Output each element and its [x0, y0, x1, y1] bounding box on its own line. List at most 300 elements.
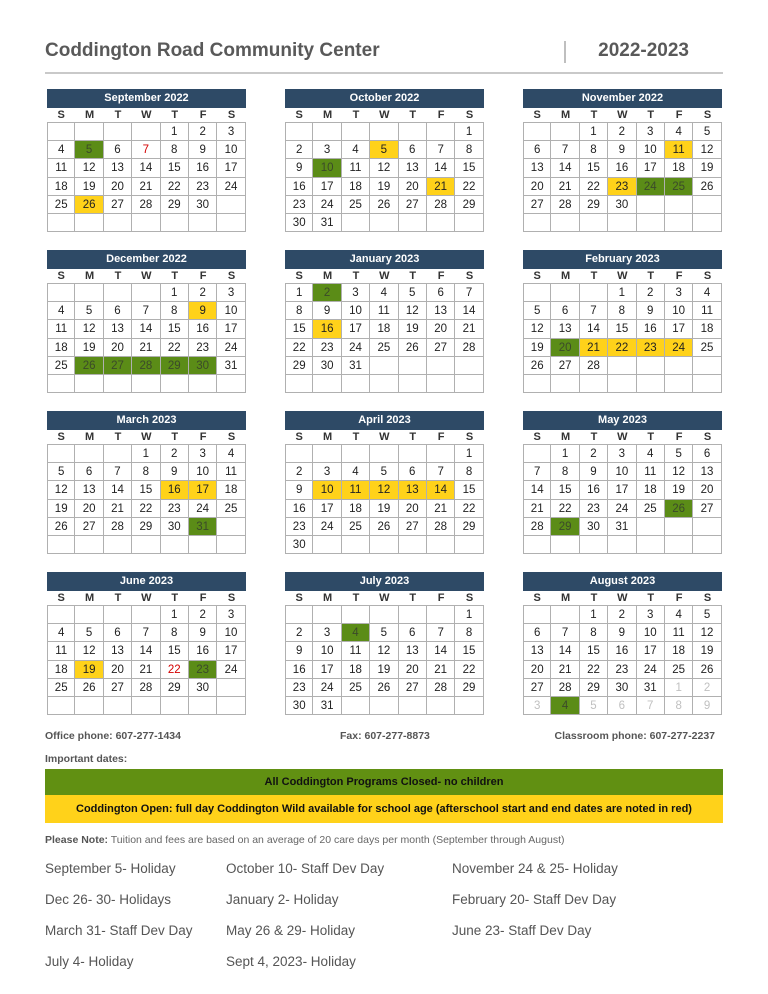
- day-cell: 21: [104, 500, 132, 518]
- day-cell: 8: [161, 141, 189, 159]
- day-cell: [342, 536, 370, 554]
- month-days: [47, 591, 246, 715]
- day-cell: 30: [608, 679, 636, 697]
- day-cell: 9: [608, 141, 636, 159]
- weekday-label: S: [693, 108, 721, 123]
- day-cell: 21: [580, 339, 608, 357]
- month-title: March 2023: [47, 411, 246, 430]
- day-cell: 14: [523, 481, 551, 499]
- day-cell: [161, 375, 189, 393]
- day-cell: 14: [132, 159, 160, 177]
- day-cell: 25: [370, 339, 398, 357]
- day-cell: [455, 536, 483, 554]
- day-cell: 3: [313, 141, 341, 159]
- weekday-label: W: [132, 591, 160, 606]
- day-cell: 8: [455, 141, 483, 159]
- day-cell: 8: [665, 697, 693, 715]
- day-cell: 26: [75, 679, 103, 697]
- day-cell: [399, 536, 427, 554]
- day-cell: 5: [665, 445, 693, 463]
- day-cell: 12: [75, 320, 103, 338]
- day-cell: 10: [217, 141, 245, 159]
- day-cell: 20: [551, 339, 579, 357]
- day-cell: 2: [189, 284, 217, 302]
- day-cell: [132, 697, 160, 715]
- weekday-label: T: [637, 269, 665, 284]
- day-cell: 29: [285, 357, 313, 375]
- day-cell: 27: [523, 196, 551, 214]
- day-cell: [693, 536, 721, 554]
- day-cell: 25: [47, 357, 75, 375]
- day-cell: 23: [285, 679, 313, 697]
- weekday-label: M: [551, 430, 579, 445]
- day-cell: 16: [637, 320, 665, 338]
- day-cell: [551, 606, 579, 624]
- day-cell: 11: [665, 624, 693, 642]
- weekday-label: S: [523, 430, 551, 445]
- day-cell: [161, 697, 189, 715]
- day-cell: 27: [399, 196, 427, 214]
- day-cell: 13: [427, 302, 455, 320]
- day-cell: 18: [342, 661, 370, 679]
- day-cell: 7: [132, 302, 160, 320]
- day-cell: 19: [523, 339, 551, 357]
- day-cell: 16: [285, 500, 313, 518]
- day-cell: 17: [217, 642, 245, 660]
- day-cell: [455, 214, 483, 232]
- weekday-label: S: [47, 591, 75, 606]
- day-cell: 3: [637, 123, 665, 141]
- day-cell: 14: [132, 642, 160, 660]
- day-cell: 30: [285, 536, 313, 554]
- day-cell: 25: [342, 196, 370, 214]
- day-cell: 18: [342, 178, 370, 196]
- day-cell: 22: [455, 500, 483, 518]
- day-cell: 4: [665, 123, 693, 141]
- month-calendar: [47, 89, 246, 232]
- day-cell: 10: [637, 624, 665, 642]
- day-cell: 14: [551, 642, 579, 660]
- day-cell: 31: [313, 214, 341, 232]
- day-cell: [132, 606, 160, 624]
- day-cell: 6: [693, 445, 721, 463]
- day-cell: [217, 375, 245, 393]
- weekday-label: W: [132, 108, 160, 123]
- day-cell: [47, 697, 75, 715]
- day-cell: 8: [161, 624, 189, 642]
- day-cell: [551, 284, 579, 302]
- day-cell: 14: [104, 481, 132, 499]
- month-title: July 2023: [285, 572, 484, 591]
- day-cell: 27: [551, 357, 579, 375]
- day-cell: [608, 357, 636, 375]
- day-cell: [161, 214, 189, 232]
- day-cell: 28: [132, 679, 160, 697]
- weekday-label: T: [161, 591, 189, 606]
- day-cell: [637, 518, 665, 536]
- day-cell: 26: [370, 196, 398, 214]
- day-cell: 27: [427, 339, 455, 357]
- day-cell: 6: [551, 302, 579, 320]
- day-cell: 18: [47, 178, 75, 196]
- month-days: [47, 430, 246, 554]
- day-cell: 10: [313, 159, 341, 177]
- weekday-label: M: [551, 591, 579, 606]
- day-cell: [551, 375, 579, 393]
- day-cell: 5: [523, 302, 551, 320]
- weekday-label: F: [427, 269, 455, 284]
- holiday-item: October 10- Staff Dev Day: [226, 861, 385, 876]
- day-cell: [665, 357, 693, 375]
- day-cell: 20: [104, 661, 132, 679]
- weekday-label: F: [427, 430, 455, 445]
- day-cell: [665, 518, 693, 536]
- month-calendar: [285, 411, 484, 554]
- day-cell: 30: [580, 518, 608, 536]
- day-cell: [217, 196, 245, 214]
- day-cell: 17: [313, 500, 341, 518]
- day-cell: 19: [370, 178, 398, 196]
- holiday-item: January 2- Holiday: [226, 892, 339, 907]
- day-cell: 11: [370, 302, 398, 320]
- weekday-label: S: [47, 108, 75, 123]
- day-cell: 8: [608, 302, 636, 320]
- holiday-item: Sept 4, 2023- Holiday: [226, 954, 356, 969]
- day-cell: [427, 606, 455, 624]
- weekday-label: T: [342, 430, 370, 445]
- day-cell: 7: [551, 141, 579, 159]
- day-cell: [370, 214, 398, 232]
- day-cell: [342, 697, 370, 715]
- day-cell: 23: [313, 339, 341, 357]
- weekday-label: F: [189, 269, 217, 284]
- day-cell: 8: [580, 141, 608, 159]
- day-cell: [313, 536, 341, 554]
- month-calendar: [47, 572, 246, 715]
- month-title: December 2022: [47, 250, 246, 269]
- day-cell: 5: [47, 463, 75, 481]
- month-days: [285, 430, 484, 554]
- day-cell: 14: [427, 159, 455, 177]
- day-cell: 23: [285, 518, 313, 536]
- day-cell: 5: [370, 463, 398, 481]
- day-cell: 12: [370, 642, 398, 660]
- day-cell: 22: [161, 339, 189, 357]
- day-cell: 3: [523, 697, 551, 715]
- day-cell: 14: [427, 642, 455, 660]
- day-cell: 9: [608, 624, 636, 642]
- day-cell: 26: [693, 661, 721, 679]
- weekday-label: S: [523, 591, 551, 606]
- day-cell: 13: [104, 642, 132, 660]
- day-cell: 29: [455, 196, 483, 214]
- weekday-label: S: [217, 108, 245, 123]
- day-cell: 28: [551, 679, 579, 697]
- day-cell: [693, 518, 721, 536]
- day-cell: 24: [189, 500, 217, 518]
- day-cell: 7: [132, 624, 160, 642]
- day-cell: 16: [580, 481, 608, 499]
- day-cell: [399, 375, 427, 393]
- day-cell: 27: [399, 679, 427, 697]
- day-cell: 3: [189, 445, 217, 463]
- day-cell: 7: [551, 624, 579, 642]
- day-cell: [104, 445, 132, 463]
- day-cell: 29: [580, 196, 608, 214]
- day-cell: 23: [189, 661, 217, 679]
- day-cell: [132, 214, 160, 232]
- day-cell: 15: [608, 320, 636, 338]
- day-cell: 13: [104, 159, 132, 177]
- day-cell: [551, 214, 579, 232]
- day-cell: 16: [608, 159, 636, 177]
- day-cell: [75, 697, 103, 715]
- day-cell: [523, 536, 551, 554]
- day-cell: [427, 536, 455, 554]
- day-cell: 2: [608, 123, 636, 141]
- day-cell: 9: [313, 302, 341, 320]
- month-title: September 2022: [47, 89, 246, 108]
- day-cell: 12: [399, 302, 427, 320]
- weekday-label: S: [47, 269, 75, 284]
- day-cell: 12: [75, 642, 103, 660]
- day-cell: 29: [161, 679, 189, 697]
- day-cell: 1: [455, 445, 483, 463]
- day-cell: 5: [399, 284, 427, 302]
- day-cell: [189, 536, 217, 554]
- day-cell: [217, 679, 245, 697]
- day-cell: 24: [217, 339, 245, 357]
- day-cell: 13: [399, 159, 427, 177]
- day-cell: 11: [342, 642, 370, 660]
- day-cell: 15: [161, 642, 189, 660]
- weekday-label: S: [455, 430, 483, 445]
- month-title: January 2023: [285, 250, 484, 269]
- month-title: February 2023: [523, 250, 722, 269]
- day-cell: 14: [455, 302, 483, 320]
- day-cell: 24: [313, 196, 341, 214]
- day-cell: 22: [132, 500, 160, 518]
- day-cell: 22: [285, 339, 313, 357]
- day-cell: [693, 357, 721, 375]
- day-cell: 28: [427, 518, 455, 536]
- weekday-label: S: [455, 591, 483, 606]
- day-cell: 20: [75, 500, 103, 518]
- weekday-label: M: [75, 269, 103, 284]
- day-cell: [132, 123, 160, 141]
- weekday-label: T: [342, 591, 370, 606]
- day-cell: 1: [285, 284, 313, 302]
- day-cell: 3: [313, 624, 341, 642]
- month-title: November 2022: [523, 89, 722, 108]
- day-cell: [399, 357, 427, 375]
- month-calendar: [285, 572, 484, 715]
- weekday-label: S: [523, 269, 551, 284]
- day-cell: 25: [665, 178, 693, 196]
- day-cell: 29: [580, 679, 608, 697]
- weekday-label: M: [75, 430, 103, 445]
- weekday-label: S: [693, 591, 721, 606]
- day-cell: [217, 518, 245, 536]
- day-cell: 27: [399, 518, 427, 536]
- day-cell: 7: [132, 141, 160, 159]
- day-cell: 20: [399, 178, 427, 196]
- day-cell: 27: [104, 357, 132, 375]
- contact-row: [45, 730, 723, 744]
- weekday-label: T: [161, 108, 189, 123]
- day-cell: [104, 697, 132, 715]
- holiday-item: September 5- Holiday: [45, 861, 176, 876]
- day-cell: 1: [455, 123, 483, 141]
- day-cell: 15: [161, 320, 189, 338]
- weekday-label: M: [313, 430, 341, 445]
- day-cell: 13: [551, 320, 579, 338]
- day-cell: 11: [342, 481, 370, 499]
- day-cell: 11: [665, 141, 693, 159]
- day-cell: 21: [427, 500, 455, 518]
- day-cell: [342, 123, 370, 141]
- day-cell: 13: [75, 481, 103, 499]
- weekday-label: S: [455, 269, 483, 284]
- day-cell: 1: [580, 123, 608, 141]
- day-cell: 29: [161, 357, 189, 375]
- day-cell: 23: [608, 661, 636, 679]
- weekday-label: S: [47, 430, 75, 445]
- day-cell: 19: [399, 320, 427, 338]
- day-cell: 11: [637, 463, 665, 481]
- month-days: [523, 591, 722, 715]
- weekday-label: S: [285, 108, 313, 123]
- day-cell: [427, 123, 455, 141]
- day-cell: [693, 214, 721, 232]
- month-days: [47, 108, 246, 232]
- day-cell: 24: [637, 178, 665, 196]
- day-cell: 28: [455, 339, 483, 357]
- day-cell: [161, 536, 189, 554]
- day-cell: [370, 357, 398, 375]
- weekday-label: T: [104, 591, 132, 606]
- weekday-label: T: [637, 591, 665, 606]
- day-cell: 6: [523, 141, 551, 159]
- day-cell: 22: [455, 661, 483, 679]
- day-cell: 25: [342, 518, 370, 536]
- day-cell: 22: [608, 339, 636, 357]
- day-cell: [189, 697, 217, 715]
- holiday-item: June 23- Staff Dev Day: [452, 923, 592, 938]
- weekday-label: F: [665, 108, 693, 123]
- day-cell: [132, 284, 160, 302]
- month-title: August 2023: [523, 572, 722, 591]
- day-cell: 22: [580, 178, 608, 196]
- classroom-phone: Classroom phone: 607-277-2237: [554, 730, 715, 742]
- day-cell: [637, 357, 665, 375]
- day-cell: 16: [189, 159, 217, 177]
- day-cell: [370, 697, 398, 715]
- day-cell: [370, 375, 398, 393]
- day-cell: 21: [132, 661, 160, 679]
- day-cell: [523, 284, 551, 302]
- day-cell: 11: [693, 302, 721, 320]
- day-cell: 9: [285, 481, 313, 499]
- day-cell: 13: [399, 481, 427, 499]
- day-cell: 2: [285, 463, 313, 481]
- month-calendar: [523, 411, 722, 554]
- day-cell: [370, 606, 398, 624]
- day-cell: 1: [161, 123, 189, 141]
- day-cell: [104, 214, 132, 232]
- day-cell: 1: [161, 284, 189, 302]
- weekday-label: T: [161, 430, 189, 445]
- day-cell: 19: [693, 642, 721, 660]
- day-cell: 17: [313, 661, 341, 679]
- day-cell: 4: [370, 284, 398, 302]
- day-cell: 20: [427, 320, 455, 338]
- day-cell: 27: [523, 679, 551, 697]
- month-calendar: [285, 89, 484, 232]
- day-cell: 25: [665, 661, 693, 679]
- day-cell: [313, 606, 341, 624]
- day-cell: 26: [75, 196, 103, 214]
- day-cell: 8: [455, 463, 483, 481]
- day-cell: 2: [693, 679, 721, 697]
- month-title: June 2023: [47, 572, 246, 591]
- day-cell: 18: [665, 642, 693, 660]
- day-cell: 23: [161, 500, 189, 518]
- day-cell: [608, 214, 636, 232]
- weekday-label: M: [313, 108, 341, 123]
- month-calendar: [523, 572, 722, 715]
- day-cell: 24: [342, 339, 370, 357]
- day-cell: [523, 445, 551, 463]
- legend-open: Coddington Open: full day Coddington Wild available for school age (afterschool start and end dates are noted in red): [45, 795, 723, 823]
- day-cell: [665, 196, 693, 214]
- day-cell: 24: [637, 661, 665, 679]
- day-cell: 17: [342, 320, 370, 338]
- day-cell: 31: [608, 518, 636, 536]
- weekday-label: T: [580, 108, 608, 123]
- day-cell: 10: [313, 642, 341, 660]
- day-cell: 19: [47, 500, 75, 518]
- day-cell: 31: [637, 679, 665, 697]
- day-cell: 29: [161, 196, 189, 214]
- weekday-label: S: [217, 591, 245, 606]
- day-cell: 6: [104, 141, 132, 159]
- day-cell: 13: [523, 642, 551, 660]
- day-cell: [217, 214, 245, 232]
- day-cell: [104, 375, 132, 393]
- day-cell: 14: [132, 320, 160, 338]
- day-cell: 28: [580, 357, 608, 375]
- day-cell: [523, 214, 551, 232]
- day-cell: 19: [693, 159, 721, 177]
- day-cell: 15: [455, 159, 483, 177]
- day-cell: 28: [132, 196, 160, 214]
- day-cell: 11: [47, 159, 75, 177]
- weekday-label: F: [665, 591, 693, 606]
- day-cell: 4: [665, 606, 693, 624]
- weekday-label: F: [665, 430, 693, 445]
- weekday-label: S: [285, 430, 313, 445]
- day-cell: 22: [551, 500, 579, 518]
- day-cell: [104, 606, 132, 624]
- day-cell: [47, 536, 75, 554]
- day-cell: [399, 214, 427, 232]
- weekday-label: M: [313, 269, 341, 284]
- day-cell: 20: [399, 661, 427, 679]
- header-divider: [564, 41, 566, 63]
- weekday-label: T: [637, 108, 665, 123]
- day-cell: [580, 214, 608, 232]
